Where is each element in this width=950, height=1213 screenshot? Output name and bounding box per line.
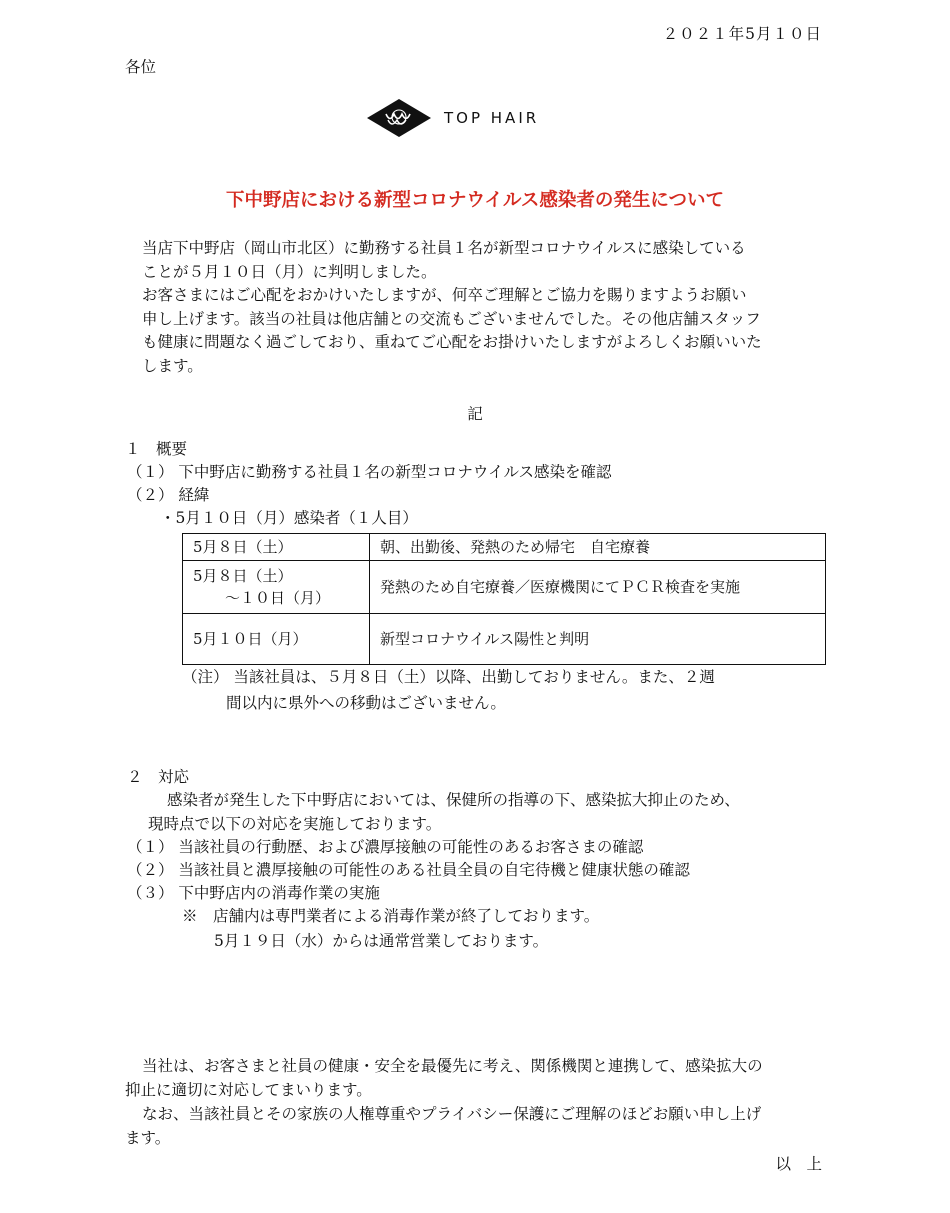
ki-marker: 記 (467, 405, 483, 423)
closing-line: 当社は、お客さまと社員の健康・安全を最優先に考え、関係機関と連携して、感染拡大の (142, 1057, 763, 1075)
timeline-table (182, 533, 826, 665)
timeline-event: 新型コロナウイルス陽性と判明 (370, 614, 826, 665)
table-row (183, 614, 826, 665)
addressee: 各位 (125, 58, 157, 76)
note-line1: （注） 当該社員は、５月８日（土）以降、出勤しておりません。また、２週 (182, 668, 715, 686)
timeline-date: 5月１０日（月） (183, 614, 370, 665)
timeline-event: 朝、出勤後、発熱のため帰宅 自宅療養 (370, 534, 826, 561)
table-row (183, 534, 826, 561)
section2-item1: （１） 当該社員の行動歴、および濃厚接触の可能性のあるお客さまの確認 (127, 838, 644, 856)
intro-line: 申し上げます。該当の社員は他店舗との交流もございませんでした。その他店舗スタッフ (142, 309, 761, 328)
company-logo (366, 98, 539, 138)
section2-sub1: ※ 店舗内は専門業者による消毒作業が終了しております。 (182, 907, 600, 925)
closing-line: ます。 (125, 1129, 171, 1147)
logo-text: TOP HAIR (444, 109, 540, 127)
section1-item2: （２） 経緯 (127, 486, 210, 504)
document-date: ２０２１年5月１０日 (662, 25, 822, 43)
closing-line: 抑止に適切に対応してまいります。 (125, 1081, 372, 1099)
timeline-date (183, 561, 370, 614)
intro-line: します。 (142, 356, 203, 375)
page-title: 下中野店における新型コロナウイルス感染者の発生について (225, 190, 725, 211)
section2-text-line2: 現時点で以下の対応を実施しております。 (148, 815, 442, 833)
intro-line: 当店下中野店（岡山市北区）に勤務する社員１名が新型コロナウイルスに感染している (142, 239, 746, 257)
intro-line: も健康に問題なく過ごしており、重ねてご心配をお掛けいたしますがよろしくお願いいた (142, 333, 762, 351)
note-line2: 間以内に県外への移動はございません。 (226, 694, 506, 712)
section2-item2: （２） 当該社員と濃厚接触の可能性のある社員全員の自宅待機と健康状態の確認 (127, 861, 690, 879)
intro-paragraph (142, 237, 842, 378)
top-hair-logo-icon (366, 98, 432, 138)
section1-item1: （１） 下中野店に勤務する社員１名の新型コロナウイルス感染を確認 (127, 463, 612, 481)
timeline-date-line1: 5月８日（土） (193, 567, 293, 585)
section2-item3: （３） 下中野店内の消毒作業の実施 (127, 884, 380, 902)
intro-line: お客さまにはご心配をおかけいたしますが、何卒ご理解とご協力を賜りますようお願い (142, 286, 747, 304)
timeline-date: 5月８日（土） (183, 534, 370, 561)
closing-line: なお、当該社員とその家族の人権尊重やプライバシー保護にご理解のほどお願い申し上げ (142, 1105, 762, 1123)
section1-heading: １ 概要 (125, 440, 188, 458)
section2-text-line1: 感染者が発生した下中野店においては、保健所の指導の下、感染拡大抑止のため、 (167, 791, 740, 809)
section2-sub2: 5月１９日（水）からは通常営業しております。 (214, 932, 549, 950)
intro-line: ことが５月１０日（月）に判明しました。 (142, 262, 437, 281)
timeline-date-line2: ～１０日（月） (225, 589, 331, 607)
table-row (183, 561, 826, 614)
closing-mark: 以 上 (775, 1155, 822, 1173)
timeline-event: 発熱のため自宅療養／医療機関にてＰＣＲ検査を実施 (370, 561, 826, 614)
case-label: ・5月１０日（月）感染者（１人目） (160, 509, 418, 527)
section2-heading: ２ 対応 (127, 768, 190, 786)
